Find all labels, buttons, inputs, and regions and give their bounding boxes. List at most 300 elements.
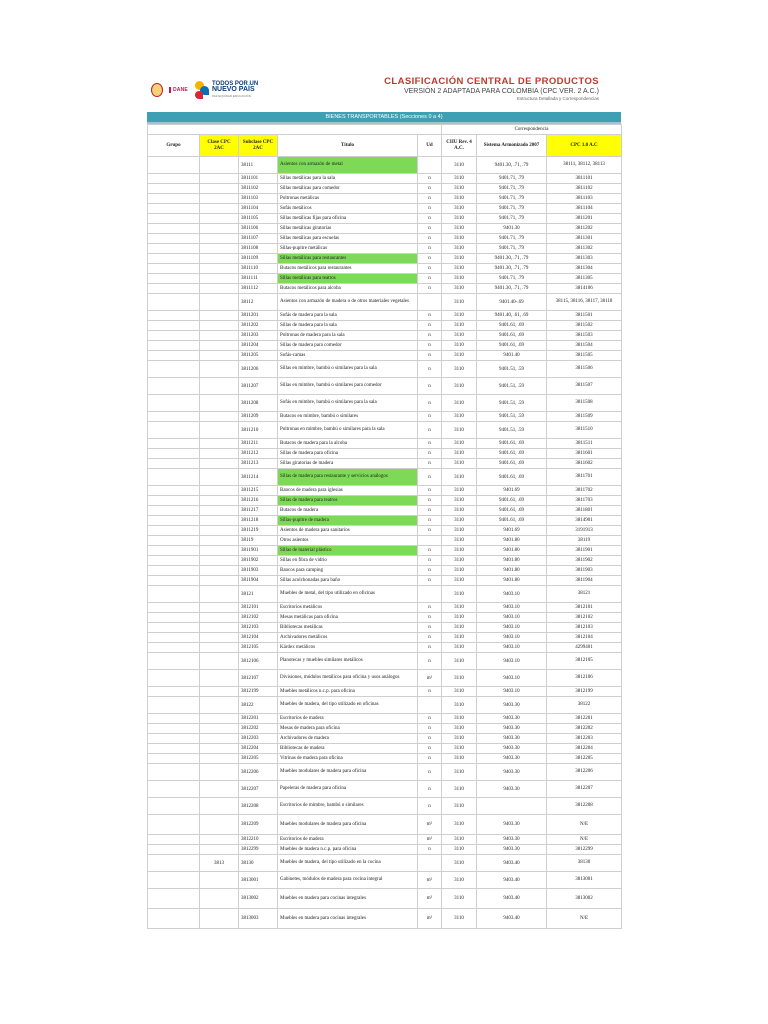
cell-subclase: 3811108 bbox=[239, 244, 278, 254]
cell-sa: 9401.71, .79 bbox=[477, 214, 547, 224]
cell-clase bbox=[200, 556, 239, 566]
cell-subclase: 3812104 bbox=[239, 633, 278, 643]
cell-ud: n bbox=[418, 194, 442, 204]
cell-cpc1: 3812201 bbox=[547, 714, 622, 724]
cell-titulo: Escritorios metálicos bbox=[278, 603, 418, 613]
cell-titulo: Bancos para camping bbox=[278, 566, 418, 576]
cell-sa: 9401.71, .79 bbox=[477, 194, 547, 204]
cell-subclase: 38130 bbox=[239, 855, 278, 872]
cell-grupo bbox=[148, 633, 200, 643]
cell-cpc1: 3812299 bbox=[547, 845, 622, 855]
cell-grupo bbox=[148, 157, 200, 174]
cell-grupo bbox=[148, 576, 200, 586]
cell-subclase: 3812205 bbox=[239, 754, 278, 764]
cell-sa: 9403.40 bbox=[477, 855, 547, 872]
cell-sa: 9401.61, .69 bbox=[477, 496, 547, 506]
table-row bbox=[148, 764, 622, 781]
cell-cpc1: 38115, 38116, 38117, 38118 bbox=[547, 294, 622, 311]
table-row bbox=[148, 361, 622, 378]
cell-ciiu: 3110 bbox=[442, 449, 477, 459]
cell-ciiu: 3110 bbox=[442, 224, 477, 234]
cell-ud: n bbox=[418, 556, 442, 566]
cell-sa: 9403.10 bbox=[477, 670, 547, 687]
cell-subclase: 38111 bbox=[239, 157, 278, 174]
cell-ciiu: 3110 bbox=[442, 798, 477, 815]
document-subtitle: VERSIÓN 2 ADAPTADA PARA COLOMBIA (CPC VER. 2 A.C.) bbox=[403, 88, 599, 95]
table-row bbox=[148, 184, 622, 194]
cell-cpc1: 3814106 bbox=[547, 284, 622, 294]
cell-ud: n bbox=[418, 576, 442, 586]
table-row bbox=[148, 556, 622, 566]
cell-ciiu: 3110 bbox=[442, 204, 477, 214]
table-row bbox=[148, 623, 622, 633]
correspondencia-header: Correspondencia bbox=[442, 125, 622, 135]
cell-grupo bbox=[148, 603, 200, 613]
dane-logo: DANE bbox=[169, 87, 188, 93]
cell-ud: n bbox=[418, 351, 442, 361]
cell-grupo bbox=[148, 546, 200, 556]
cell-cpc1: 3811904 bbox=[547, 576, 622, 586]
cell-ciiu: 3110 bbox=[442, 341, 477, 351]
cell-titulo: Vitrinas de madera para oficina bbox=[278, 754, 418, 764]
cell-cpc1: N/E bbox=[547, 835, 622, 845]
cell-ud bbox=[418, 157, 442, 174]
table-row bbox=[148, 781, 622, 798]
table-row bbox=[148, 889, 622, 909]
cell-ud: m² bbox=[418, 815, 442, 835]
cell-subclase: 3811203 bbox=[239, 331, 278, 341]
cell-clase bbox=[200, 486, 239, 496]
table-row bbox=[148, 714, 622, 724]
cell-grupo bbox=[148, 835, 200, 845]
cell-subclase: 3811218 bbox=[239, 516, 278, 526]
cell-clase bbox=[200, 422, 239, 439]
cell-subclase: 3813002 bbox=[239, 889, 278, 909]
cell-cpc1: 3812106 bbox=[547, 670, 622, 687]
cell-clase bbox=[200, 294, 239, 311]
cell-titulo: Poltronas de madera para la sala bbox=[278, 331, 418, 341]
cell-cpc1: 3811507 bbox=[547, 378, 622, 395]
cell-titulo: Papeleras de madera para oficina bbox=[278, 781, 418, 798]
cell-ciiu: 3110 bbox=[442, 714, 477, 724]
cell-sa: 9403.30 bbox=[477, 697, 547, 714]
cell-clase bbox=[200, 536, 239, 546]
cell-ciiu: 3110 bbox=[442, 157, 477, 174]
cell-clase bbox=[200, 341, 239, 351]
cell-cpc1: 3811703 bbox=[547, 496, 622, 506]
col-subclase: Subclase CPC 2AC bbox=[239, 135, 278, 157]
cell-ciiu: 3110 bbox=[442, 536, 477, 546]
cell-clase bbox=[200, 459, 239, 469]
cell-titulo: Poltronas metálicas bbox=[278, 194, 418, 204]
table-row bbox=[148, 798, 622, 815]
cell-sa: 9401.51, .59 bbox=[477, 395, 547, 412]
table-row bbox=[148, 341, 622, 351]
cell-clase bbox=[200, 224, 239, 234]
cell-ud: n bbox=[418, 439, 442, 449]
table-row bbox=[148, 486, 622, 496]
cell-subclase: 3811212 bbox=[239, 449, 278, 459]
cell-subclase: 3811205 bbox=[239, 351, 278, 361]
cell-titulo: Archivadores metálicos bbox=[278, 633, 418, 643]
cell-sa: 9401.80 bbox=[477, 576, 547, 586]
cell-ciiu: 3110 bbox=[442, 687, 477, 697]
cell-cpc1: 3812103 bbox=[547, 623, 622, 633]
cell-ciiu: 3110 bbox=[442, 395, 477, 412]
cell-subclase: 3812202 bbox=[239, 724, 278, 734]
cell-clase bbox=[200, 439, 239, 449]
cell-titulo: Planotecas y muebles similares metálicos bbox=[278, 653, 418, 670]
cell-ciiu: 3110 bbox=[442, 613, 477, 623]
cell-cpc1: 3811901 bbox=[547, 546, 622, 556]
col-sa: Sistema Armonizado 2007 bbox=[477, 135, 547, 157]
cell-sa: 9401.30, .71, .79 bbox=[477, 157, 547, 174]
cell-titulo: Muebles de madera, del tipo utilizado en oficinas bbox=[278, 697, 418, 714]
cell-sa: 9401.71, .79 bbox=[477, 184, 547, 194]
cell-clase bbox=[200, 321, 239, 331]
cell-sa: 9403.10 bbox=[477, 653, 547, 670]
cell-ud: m² bbox=[418, 889, 442, 909]
cell-ciiu: 3110 bbox=[442, 855, 477, 872]
table-row bbox=[148, 449, 622, 459]
cell-ud: n bbox=[418, 516, 442, 526]
cell-clase bbox=[200, 378, 239, 395]
cell-ud: m² bbox=[418, 872, 442, 889]
cell-grupo bbox=[148, 536, 200, 546]
cell-titulo: Muebles modulares de madera para oficina bbox=[278, 764, 418, 781]
cell-ud: n bbox=[418, 633, 442, 643]
cell-sa bbox=[477, 798, 547, 815]
cell-subclase: 3812101 bbox=[239, 603, 278, 613]
cell-ud: n bbox=[418, 798, 442, 815]
cell-cpc1: 3812208 bbox=[547, 798, 622, 815]
table-row bbox=[148, 506, 622, 516]
cell-subclase: 3813003 bbox=[239, 909, 278, 929]
cell-subclase: 3811206 bbox=[239, 361, 278, 378]
cell-sa: 9403.30 bbox=[477, 714, 547, 724]
cell-titulo: Sillas metálicas giratorias bbox=[278, 224, 418, 234]
cell-clase bbox=[200, 184, 239, 194]
document-header bbox=[147, 68, 621, 112]
cell-sa: 9403.10 bbox=[477, 603, 547, 613]
cell-clase bbox=[200, 274, 239, 284]
cell-ud: n bbox=[418, 687, 442, 697]
cell-clase bbox=[200, 744, 239, 754]
cell-subclase: 3812199 bbox=[239, 687, 278, 697]
cell-ciiu: 3110 bbox=[442, 576, 477, 586]
cell-subclase: 3812204 bbox=[239, 744, 278, 754]
cell-grupo bbox=[148, 274, 200, 284]
cell-subclase: 3811902 bbox=[239, 556, 278, 566]
cell-clase bbox=[200, 254, 239, 264]
table-row bbox=[148, 653, 622, 670]
todos-por-un-nuevo-pais-logo bbox=[194, 80, 258, 100]
cell-sa: 9403.30 bbox=[477, 754, 547, 764]
cell-ciiu: 3110 bbox=[442, 556, 477, 566]
cell-cpc1: 3811509 bbox=[547, 412, 622, 422]
cell-grupo bbox=[148, 351, 200, 361]
cell-grupo bbox=[148, 781, 200, 798]
cell-cpc1: 3813002 bbox=[547, 889, 622, 909]
cell-subclase: 3812107 bbox=[239, 670, 278, 687]
cell-ciiu: 3110 bbox=[442, 633, 477, 643]
table-row bbox=[148, 294, 622, 311]
cell-grupo bbox=[148, 643, 200, 653]
cell-cpc1: 3811301 bbox=[547, 234, 622, 244]
cell-ciiu: 3110 bbox=[442, 214, 477, 224]
cell-subclase: 3811101 bbox=[239, 174, 278, 184]
cell-titulo: Sillas de material plástico bbox=[278, 546, 418, 556]
cell-titulo: Sillas-pupitre metálicas bbox=[278, 244, 418, 254]
cell-ud: n bbox=[418, 613, 442, 623]
cell-sa: 9401.61, .69 bbox=[477, 459, 547, 469]
table-row bbox=[148, 855, 622, 872]
cell-sa: 9403.40 bbox=[477, 909, 547, 929]
cell-subclase: 3812299 bbox=[239, 845, 278, 855]
cell-ciiu: 3110 bbox=[442, 506, 477, 516]
table-row bbox=[148, 331, 622, 341]
cell-ud: n bbox=[418, 395, 442, 412]
cell-clase bbox=[200, 697, 239, 714]
cell-grupo bbox=[148, 815, 200, 835]
cell-titulo: Muebles de metal, del tipo utilizado en oficinas bbox=[278, 586, 418, 603]
cell-ud: n bbox=[418, 781, 442, 798]
cell-sa: 9403.30 bbox=[477, 781, 547, 798]
cell-cpc1: N/E bbox=[547, 909, 622, 929]
cell-grupo bbox=[148, 724, 200, 734]
cell-grupo bbox=[148, 204, 200, 214]
cell-sa: 9401.69 bbox=[477, 526, 547, 536]
cell-ciiu: 3110 bbox=[442, 653, 477, 670]
cell-sa: 9401.51, .59 bbox=[477, 412, 547, 422]
cell-ud: n bbox=[418, 754, 442, 764]
cell-titulo: Sillas en mimbre, bambú o similares para comedor bbox=[278, 378, 418, 395]
cell-grupo bbox=[148, 516, 200, 526]
cell-sa: 9401.71, .79 bbox=[477, 274, 547, 284]
cell-sa: 9403.40 bbox=[477, 889, 547, 909]
cell-ciiu: 3110 bbox=[442, 244, 477, 254]
cell-subclase: 3811111 bbox=[239, 274, 278, 284]
cell-cpc1: 3812101 bbox=[547, 603, 622, 613]
table-row bbox=[148, 526, 622, 536]
document-title-block bbox=[384, 76, 599, 101]
cell-cpc1: 3812205 bbox=[547, 754, 622, 764]
cell-ciiu: 3110 bbox=[442, 516, 477, 526]
cell-clase bbox=[200, 566, 239, 576]
cell-clase bbox=[200, 909, 239, 929]
cell-ciiu: 3110 bbox=[442, 526, 477, 536]
cell-clase bbox=[200, 872, 239, 889]
cell-subclase: 3812105 bbox=[239, 643, 278, 653]
cell-clase bbox=[200, 586, 239, 603]
cell-clase bbox=[200, 724, 239, 734]
cell-ud: n bbox=[418, 321, 442, 331]
cell-subclase: 38119 bbox=[239, 536, 278, 546]
table-row bbox=[148, 439, 622, 449]
cell-ud: n bbox=[418, 234, 442, 244]
cell-ud: n bbox=[418, 204, 442, 214]
cell-titulo: Poltronas en mimbre, bambú o similares para la sala bbox=[278, 422, 418, 439]
cell-ciiu: 3110 bbox=[442, 764, 477, 781]
classification-table bbox=[147, 124, 622, 929]
cell-sa: 9401.69 bbox=[477, 486, 547, 496]
cell-clase bbox=[200, 157, 239, 174]
cell-subclase: 3811211 bbox=[239, 439, 278, 449]
cell-titulo: Archivadores de madera bbox=[278, 734, 418, 744]
cell-grupo bbox=[148, 361, 200, 378]
col-titulo: Título bbox=[278, 135, 418, 157]
cell-ud: n bbox=[418, 469, 442, 486]
cell-clase bbox=[200, 204, 239, 214]
cell-clase bbox=[200, 603, 239, 613]
cell-cpc1: 3812105 bbox=[547, 653, 622, 670]
cell-grupo bbox=[148, 224, 200, 234]
cell-cpc1: 38130 bbox=[547, 855, 622, 872]
cell-sa: 9403.30 bbox=[477, 815, 547, 835]
cell-ud: n bbox=[418, 506, 442, 516]
cell-subclase: 3811208 bbox=[239, 395, 278, 412]
cell-ciiu: 3110 bbox=[442, 670, 477, 687]
cell-clase bbox=[200, 496, 239, 506]
table-row bbox=[148, 264, 622, 274]
cell-ud: n bbox=[418, 224, 442, 234]
cell-titulo: Sillas metálicas para escuelas bbox=[278, 234, 418, 244]
cell-ud: n bbox=[418, 341, 442, 351]
cell-ciiu: 3110 bbox=[442, 274, 477, 284]
cell-ciiu: 3110 bbox=[442, 909, 477, 929]
cell-grupo bbox=[148, 311, 200, 321]
cell-titulo: Sillas metálicas fijas para oficina bbox=[278, 214, 418, 224]
slogan-line-2: NUEVO PAÍS bbox=[211, 86, 255, 93]
table-row bbox=[148, 546, 622, 556]
cell-subclase: 3812103 bbox=[239, 623, 278, 633]
cell-cpc1: N/E bbox=[547, 815, 622, 835]
cell-cpc1: 3811903 bbox=[547, 566, 622, 576]
cell-ciiu: 3110 bbox=[442, 586, 477, 603]
cell-ud: n bbox=[418, 174, 442, 184]
cell-ud: n bbox=[418, 496, 442, 506]
table-row bbox=[148, 643, 622, 653]
cell-titulo: Muebles en madera para cocinas integrales bbox=[278, 909, 418, 929]
cell-subclase: 3811210 bbox=[239, 422, 278, 439]
cell-clase bbox=[200, 835, 239, 845]
cell-sa: 9401.51, .59 bbox=[477, 422, 547, 439]
cell-titulo: Sillas giratorias de madera bbox=[278, 459, 418, 469]
col-ciiu: CIIU Rev. 4 A.C. bbox=[442, 135, 477, 157]
cell-ciiu: 3110 bbox=[442, 724, 477, 734]
cell-ciiu: 3110 bbox=[442, 754, 477, 764]
cell-grupo bbox=[148, 613, 200, 623]
cell-grupo bbox=[148, 234, 200, 244]
cell-ud: n bbox=[418, 184, 442, 194]
cell-sa: 9401.61, .69 bbox=[477, 439, 547, 449]
cell-sa: 9403.40 bbox=[477, 872, 547, 889]
cell-sa: 9403.10 bbox=[477, 687, 547, 697]
cell-titulo: Butacos de madera para la alcoba bbox=[278, 439, 418, 449]
cell-titulo: Sillas en fibra de vidrio bbox=[278, 556, 418, 566]
table-row bbox=[148, 284, 622, 294]
cell-ciiu: 3110 bbox=[442, 254, 477, 264]
cell-titulo: Sofás metálicos bbox=[278, 204, 418, 214]
table-row bbox=[148, 724, 622, 734]
cell-subclase: 3811213 bbox=[239, 459, 278, 469]
table-row bbox=[148, 566, 622, 576]
table-row bbox=[148, 194, 622, 204]
cell-titulo: Sillas de madera para restaurante y servicios análogos bbox=[278, 469, 418, 486]
cell-subclase: 3811202 bbox=[239, 321, 278, 331]
cell-ciiu: 3110 bbox=[442, 412, 477, 422]
slogan-line-3: PAZ EQUIDAD EDUCACIÓN bbox=[211, 94, 251, 98]
table-row bbox=[148, 815, 622, 835]
cell-titulo: Escritorios de mimbre, bambú o similares bbox=[278, 798, 418, 815]
table-row bbox=[148, 687, 622, 697]
cell-sa: 9403.10 bbox=[477, 643, 547, 653]
cell-grupo bbox=[148, 798, 200, 815]
cell-cpc1: 3811503 bbox=[547, 331, 622, 341]
cell-ciiu: 3110 bbox=[442, 234, 477, 244]
cell-ciiu: 3110 bbox=[442, 378, 477, 395]
cell-titulo: Bancos de madera para iglesias bbox=[278, 486, 418, 496]
cell-grupo bbox=[148, 449, 200, 459]
cell-ciiu: 3110 bbox=[442, 361, 477, 378]
cell-ciiu: 3110 bbox=[442, 264, 477, 274]
cell-grupo bbox=[148, 244, 200, 254]
cell-subclase: 3813001 bbox=[239, 872, 278, 889]
col-cpc1: CPC 1.0 A.C bbox=[547, 135, 622, 157]
table-row bbox=[148, 469, 622, 486]
cell-ud: n bbox=[418, 449, 442, 459]
cell-sa: 9401.40, .61, .69 bbox=[477, 311, 547, 321]
cell-cpc1: 3812204 bbox=[547, 744, 622, 754]
cell-grupo bbox=[148, 395, 200, 412]
cell-ud: n bbox=[418, 412, 442, 422]
cell-sa: 9401.40 bbox=[477, 351, 547, 361]
cell-clase bbox=[200, 412, 239, 422]
table-row bbox=[148, 734, 622, 744]
table-row bbox=[148, 576, 622, 586]
cell-titulo: Sofás en mimbre, bambú o similares para la sala bbox=[278, 395, 418, 412]
cell-cpc1: 3811501 bbox=[547, 311, 622, 321]
cell-cpc1: 3811504 bbox=[547, 341, 622, 351]
cell-cpc1: 3811201 bbox=[547, 214, 622, 224]
cell-ud: n bbox=[418, 546, 442, 556]
cell-clase bbox=[200, 264, 239, 274]
cell-subclase: 3811204 bbox=[239, 341, 278, 351]
table-row bbox=[148, 321, 622, 331]
cell-cpc1: 3811303 bbox=[547, 254, 622, 264]
cell-grupo bbox=[148, 214, 200, 224]
cell-grupo bbox=[148, 294, 200, 311]
cell-grupo bbox=[148, 754, 200, 764]
table-row bbox=[148, 395, 622, 412]
cell-subclase: 3811214 bbox=[239, 469, 278, 486]
cell-cpc1: 3813001 bbox=[547, 872, 622, 889]
cell-titulo: Sillas en mimbre, bambú o similares para la sala bbox=[278, 361, 418, 378]
cell-ciiu: 3110 bbox=[442, 422, 477, 439]
cell-ud bbox=[418, 855, 442, 872]
cell-clase bbox=[200, 174, 239, 184]
cell-ciiu: 3110 bbox=[442, 174, 477, 184]
cell-ciiu: 3110 bbox=[442, 321, 477, 331]
table-row bbox=[148, 613, 622, 623]
cell-grupo bbox=[148, 284, 200, 294]
cell-cpc1: 3811511 bbox=[547, 439, 622, 449]
cell-clase bbox=[200, 633, 239, 643]
cell-subclase: 3811103 bbox=[239, 194, 278, 204]
table-row bbox=[148, 311, 622, 321]
cell-ud: n bbox=[418, 486, 442, 496]
cell-grupo bbox=[148, 506, 200, 516]
